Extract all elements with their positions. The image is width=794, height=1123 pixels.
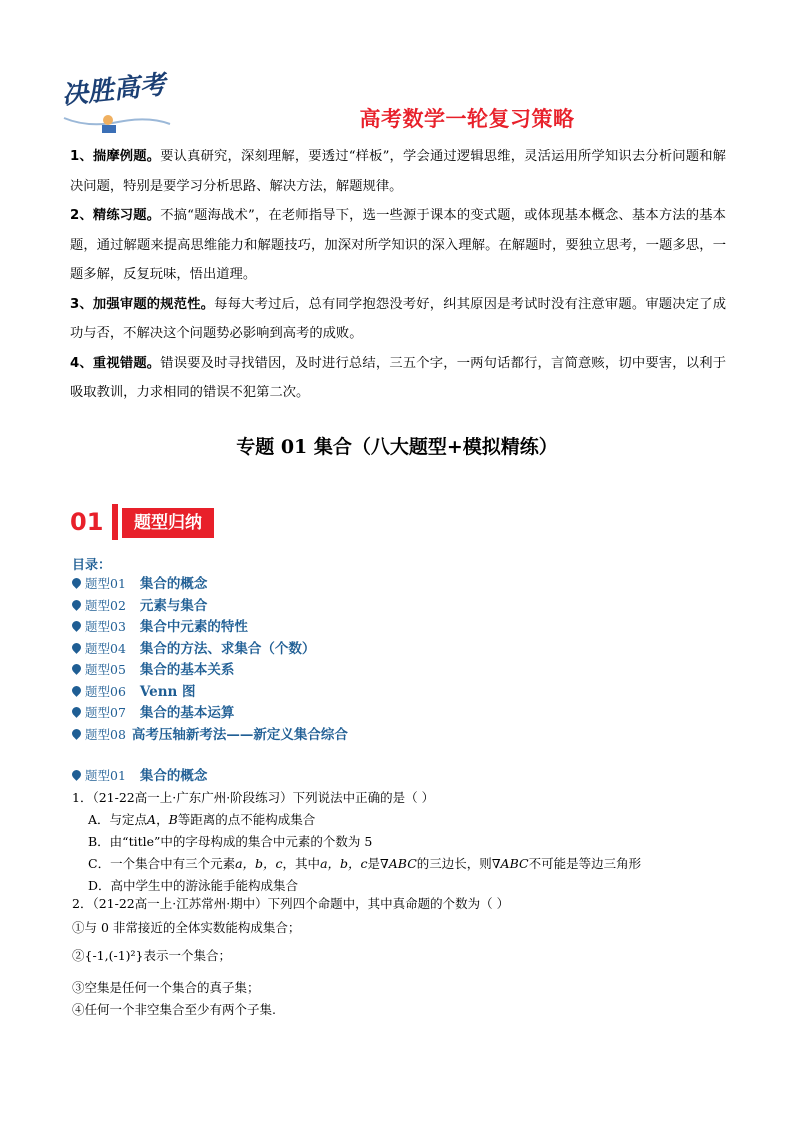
question-2-statement-1: ①与 0 非常接近的全体实数能构成集合； [72, 920, 301, 935]
toc-item[interactable] [72, 573, 348, 595]
question-1-option-a [88, 810, 315, 828]
toc-item-name: 集合中元素的特性 [139, 619, 248, 635]
question-1-option-b: B．由“title”中的字母构成的集合中元素的个数为 5 [88, 834, 373, 849]
strategy-list [70, 142, 726, 408]
toc-item-label: 题型01 [85, 576, 126, 591]
location-pin-icon [70, 768, 83, 781]
document-title: 高考数学一轮复习策略 [359, 107, 575, 131]
question-2-statement-3: ③空集是任何一个集合的真子集； [72, 980, 260, 995]
location-pin-icon [70, 598, 83, 611]
location-pin-icon [70, 619, 83, 632]
location-pin-icon [70, 641, 83, 654]
section-label: 题型归纳 [122, 508, 214, 538]
toc-item-name: 集合的概念 [139, 576, 208, 592]
section-badge [70, 502, 214, 542]
location-pin-icon [70, 662, 83, 675]
strategy-item-4 [70, 349, 726, 408]
strategy-item-2 [70, 201, 726, 290]
current-section-heading [72, 764, 207, 784]
topic-title: 专题 01 集合（八大题型+模拟精练） [236, 436, 558, 458]
strategy-heading: 3、加强审题的规范性。 [70, 296, 215, 312]
toc-item-name: 集合的方法、求集合（个数） [139, 640, 316, 657]
toc-item-label: 题型07 [85, 705, 126, 720]
option-text: ，其中 [282, 856, 321, 871]
math-var: B [168, 812, 178, 827]
strategy-item-1 [70, 142, 726, 201]
toc-item[interactable] [72, 724, 348, 746]
strategy-item-3 [70, 290, 726, 349]
math-expression: ②{-1,(-1)²} [72, 948, 144, 963]
toc-item[interactable] [72, 702, 348, 724]
toc-item[interactable] [72, 659, 348, 681]
toc-item-name: 元素与集合 [139, 597, 208, 614]
toc-item-name: Venn 图 [139, 683, 196, 700]
section-divider [112, 504, 118, 540]
question-2-stem: 2．（21-22高一上·江苏常州·期中）下列四个命题中，其中真命题的个数为（ ） [72, 896, 510, 911]
toc-item[interactable] [72, 638, 348, 660]
toc-heading: 目录： [72, 558, 112, 573]
location-pin-icon [70, 705, 83, 718]
math-var: a，b，c [235, 856, 283, 871]
math-var: A [147, 812, 157, 827]
toc-item-label: 题型04 [85, 640, 126, 656]
toc-item-name: 高考压轴新考法——新定义集合综合 [131, 726, 348, 743]
location-pin-icon [70, 576, 83, 589]
brand-logo-text: 决胜高考 [60, 70, 168, 111]
location-pin-icon [70, 684, 83, 697]
option-text: 等距离的点不能构成集合 [177, 812, 316, 827]
math-var: ∇ABC [380, 856, 417, 871]
strategy-body: 错误要及时寻找错因，及时进行总结，三五个字，一两句话都行，言简意赅，切中要害，以利于吸取教训，力求相同的错误不犯第二次。 [70, 355, 726, 400]
strategy-heading: 2、精练习题。 [70, 208, 161, 223]
strategy-heading: 1、揣摩例题。 [70, 149, 161, 164]
statement-text: 表示一个集合； [143, 948, 232, 963]
toc-item[interactable] [72, 595, 348, 617]
option-text: C．一个集合中有三个元素 [88, 856, 236, 871]
strategy-body: 每每大考过后，总有同学抱怨没考好，纠其原因是考试时没有注意审题。审题决定了成功与否，不解决这个问题势必影响到高考的成败。 [70, 296, 726, 341]
math-var: ∇ABC [491, 856, 529, 871]
option-text: 不可能是等边三角形 [528, 856, 642, 871]
option-text: 是 [367, 856, 381, 871]
section-heading-name: 集合的概念 [139, 768, 208, 784]
section-heading-label: 题型01 [85, 768, 126, 783]
option-text: A．与定点 [88, 812, 148, 827]
section-number: 01 [70, 508, 104, 536]
option-text: 的三边长，则 [416, 856, 492, 871]
toc-item[interactable] [72, 616, 348, 638]
toc-item-label: 题型06 [85, 683, 126, 699]
option-text: ， [156, 812, 169, 827]
math-var: a，b，c [320, 856, 368, 871]
question-2-statement-4: ④任何一个非空集合至少有两个子集. [72, 1002, 276, 1017]
strategy-body: 不搞“题海战术”，在老师指导下，选一些源于课本的变式题，或体现基本概念、基本方法的基本题，通过解题来提高思维能力和解题技巧，加深对所学知识的深入理解。在解题时，要独立思考，一题多思，一题多解，反复玩味，悟出道理。 [70, 208, 726, 282]
toc-item-label: 题型05 [85, 662, 126, 677]
strategy-heading: 4、重视错题。 [70, 355, 161, 371]
question-1-stem: 1．（21-22高一上·广东广州·阶段练习）下列说法中正确的是（ ） [72, 790, 435, 805]
strategy-body: 要认真研究，深刻理解，要透过“样板”，学会通过逻辑思维，灵活运用所学知识去分析问题和解决问题，特别是要学习分析思路、解决方法，解题规律。 [70, 149, 726, 194]
toc-item-label: 题型03 [85, 619, 126, 634]
toc-item-name: 集合的基本运算 [139, 705, 235, 721]
location-pin-icon [70, 727, 83, 740]
question-1-option-c [88, 854, 641, 872]
toc-item-label: 题型02 [85, 597, 126, 613]
toc-item-label: 题型08 [85, 726, 126, 742]
toc-item[interactable] [72, 681, 348, 703]
toc-item-name: 集合的基本关系 [139, 662, 235, 678]
question-1-option-d: D．高中学生中的游泳能手能构成集合 [88, 878, 299, 893]
toc-list [72, 573, 348, 745]
question-2-statement-2 [72, 946, 231, 964]
